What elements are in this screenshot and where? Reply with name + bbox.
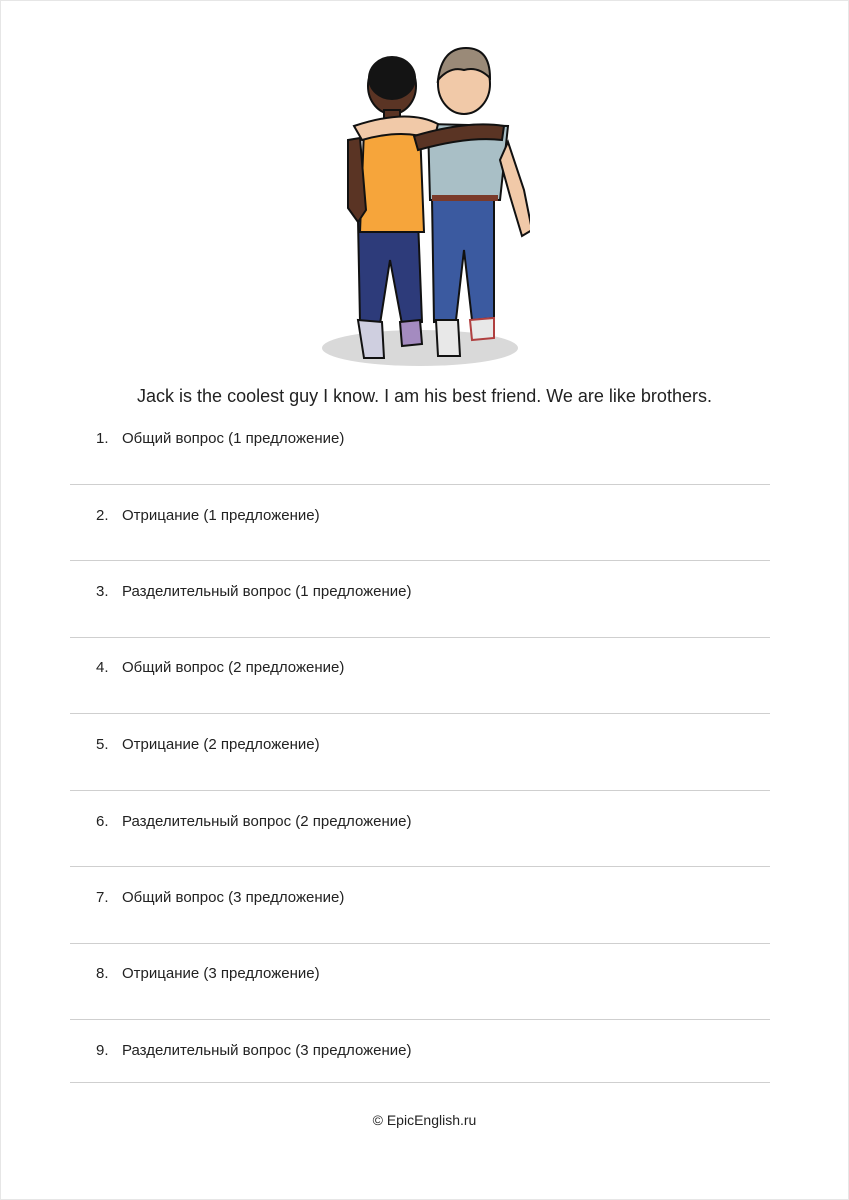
task-number: 1.	[96, 430, 109, 447]
task-number: 4.	[96, 659, 109, 676]
task-number: 7.	[96, 889, 109, 906]
task-number: 6.	[96, 813, 109, 830]
task-label: Отрицание (2 предложение)	[122, 736, 320, 753]
task-number: 9.	[96, 1042, 109, 1059]
answer-line-6[interactable]	[70, 866, 770, 867]
friends-hugging-icon	[318, 40, 530, 370]
answer-line-9[interactable]	[70, 1082, 770, 1083]
task-item-9	[96, 1042, 412, 1059]
intro-sentence: Jack is the coolest guy I know. I am his best friend. We are like brothers.	[137, 386, 712, 406]
answer-line-8[interactable]	[70, 1019, 770, 1020]
task-label: Разделительный вопрос (2 предложение)	[122, 813, 412, 830]
task-number: 3.	[96, 583, 109, 600]
answer-line-7[interactable]	[70, 943, 770, 944]
task-label: Разделительный вопрос (3 предложение)	[122, 1042, 412, 1059]
task-item-2	[96, 507, 320, 524]
task-item-1	[96, 430, 344, 447]
answer-line-5[interactable]	[70, 790, 770, 791]
task-label: Разделительный вопрос (1 предложение)	[122, 583, 412, 600]
two-friends-illustration	[318, 40, 530, 370]
task-label: Общий вопрос (1 предложение)	[122, 430, 345, 447]
copyright-footer: © EpicEnglish.ru	[372, 1112, 477, 1128]
answer-line-2[interactable]	[70, 560, 770, 561]
task-item-8	[96, 965, 320, 982]
answer-line-4[interactable]	[70, 713, 770, 714]
answer-line-3[interactable]	[70, 637, 770, 638]
task-item-6	[96, 813, 412, 830]
task-item-5	[96, 736, 320, 753]
task-number: 5.	[96, 736, 109, 753]
task-label: Общий вопрос (3 предложение)	[122, 889, 345, 906]
task-item-4	[96, 659, 344, 676]
task-label: Отрицание (1 предложение)	[122, 507, 320, 524]
task-item-3	[96, 583, 412, 600]
task-label: Отрицание (3 предложение)	[122, 965, 320, 982]
task-label: Общий вопрос (2 предложение)	[122, 659, 345, 676]
task-number: 2.	[96, 507, 109, 524]
answer-line-1[interactable]	[70, 484, 770, 485]
task-number: 8.	[96, 965, 109, 982]
task-item-7	[96, 889, 344, 906]
